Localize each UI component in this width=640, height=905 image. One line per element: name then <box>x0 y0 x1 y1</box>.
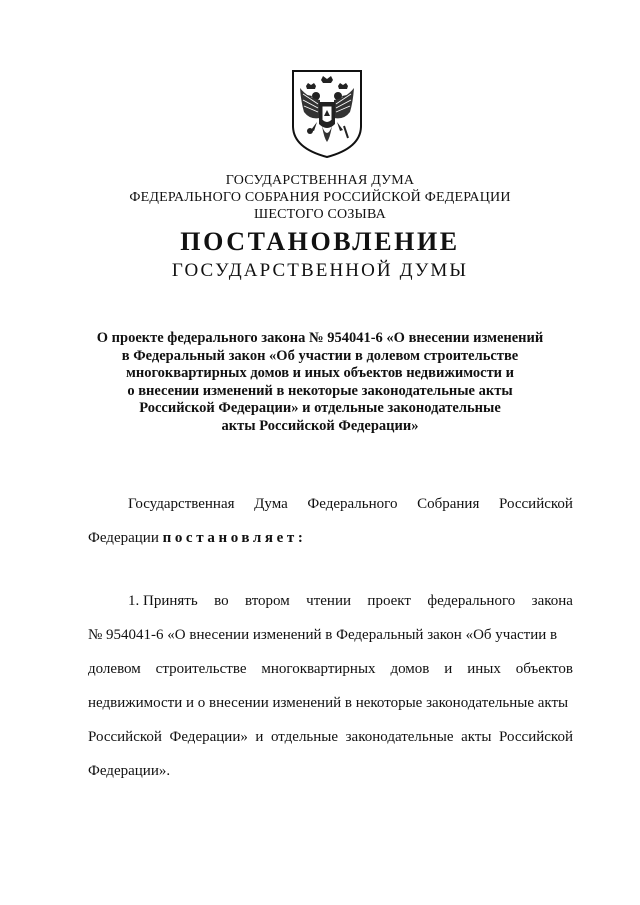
line-text: № 954041-6 «О внесении изменений в Федеральный закон «Об участии в <box>88 627 558 643</box>
word: закона <box>531 593 573 609</box>
decision-keyword: постановляет: <box>162 530 307 546</box>
document-type-subtitle: ГОСУДАРСТВЕННОЙ ДУМЫ <box>171 260 469 281</box>
word: многоквартирных <box>261 661 376 677</box>
word: Российской <box>88 729 162 745</box>
word: иных <box>467 661 501 677</box>
line-text: Федерации». <box>88 763 171 779</box>
word: 1. Принять <box>128 593 198 609</box>
preamble-paragraph <box>88 487 573 555</box>
word: чтении <box>306 593 352 609</box>
item-1-line-6 <box>88 754 573 788</box>
preamble-line-2 <box>88 521 573 555</box>
word: Федерации» <box>169 729 248 745</box>
word: Собрания <box>417 496 480 512</box>
subject-line: акты Российской Федерации» <box>221 417 419 434</box>
word: Государственная <box>128 496 235 512</box>
preamble-line-1 <box>88 487 573 521</box>
subject-line: О проекте федерального закона № 954041-6 «О внесении изменений <box>96 330 544 346</box>
word: отдельные <box>271 729 339 745</box>
word: Дума <box>254 496 288 512</box>
item-1-paragraph <box>88 584 573 788</box>
item-1-line-1 <box>88 584 573 618</box>
word: проект <box>367 593 411 609</box>
word: втором <box>244 593 290 609</box>
word: во <box>214 593 229 609</box>
subject-line: в Федеральный закон «Об участии в долевом строительстве <box>121 347 519 364</box>
word: и <box>255 729 264 745</box>
convocation-line: ШЕСТОГО СОЗЫВА <box>254 207 386 222</box>
word: Российской <box>499 496 573 512</box>
word: долевом <box>88 661 141 677</box>
preamble-text: Федерации <box>88 530 159 546</box>
document-type-title: ПОСТАНОВЛЕНИЕ <box>180 227 460 256</box>
line-text: недвижимости и о внесении изменений в некоторые законодательные акты <box>88 695 569 711</box>
word: домов <box>390 661 430 677</box>
word: Российской <box>499 729 573 745</box>
russian-coat-of-arms-icon <box>290 68 364 160</box>
subject-line: о внесении изменений в некоторые законодательные акты <box>127 382 513 399</box>
item-1-line-3 <box>88 652 573 686</box>
document-subject <box>60 330 580 436</box>
org-name-line-1: ГОСУДАРСТВЕННАЯ ДУМА <box>225 173 415 188</box>
word: законодательные <box>345 729 454 745</box>
item-1-line-4 <box>88 686 573 720</box>
subject-line: многоквартирных домов и иных объектов недвижимости и <box>125 365 515 382</box>
item-1-line-2 <box>88 618 573 652</box>
word: строительстве <box>155 661 247 677</box>
word: и <box>444 661 453 677</box>
item-1-line-5 <box>88 720 573 754</box>
subject-line: Российской Федерации» и отдельные законодательные <box>139 400 501 417</box>
word: объектов <box>515 661 573 677</box>
org-name-line-2: ФЕДЕРАЛЬНОГО СОБРАНИЯ РОССИЙСКОЙ ФЕДЕРАЦИИ <box>129 190 511 205</box>
word: Федерального <box>307 496 398 512</box>
word: акты <box>461 729 492 745</box>
word: федерального <box>427 593 516 609</box>
